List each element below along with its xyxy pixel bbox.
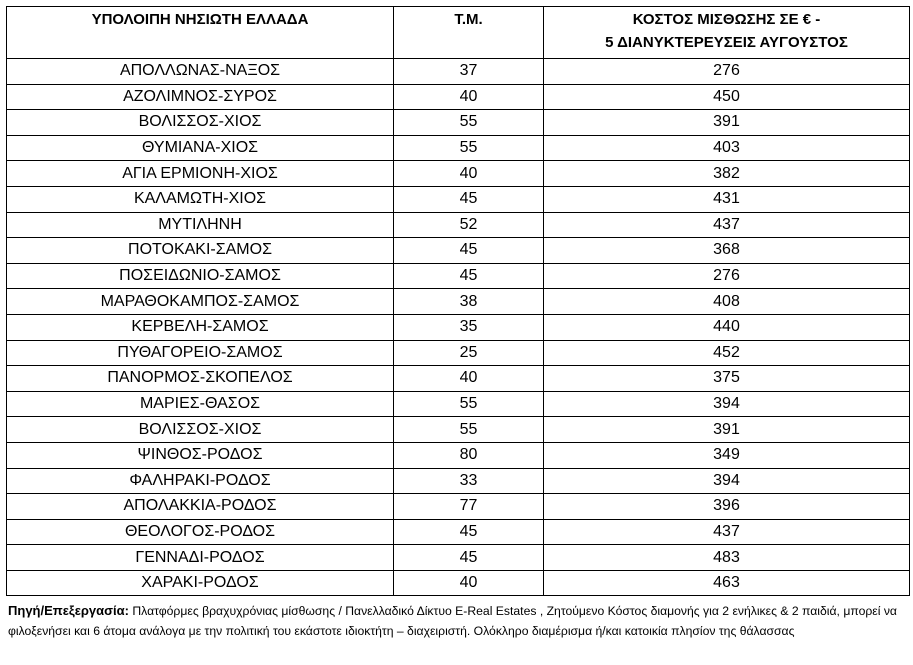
place-cell: ΜΑΡΑΘΟΚΑΜΠΟΣ-ΣΑΜΟΣ xyxy=(7,289,394,315)
cost-cell: 368 xyxy=(544,238,910,264)
table-body xyxy=(7,59,910,596)
sqm-cell: 33 xyxy=(394,468,544,494)
sqm-cell: 45 xyxy=(394,263,544,289)
place-cell: ΒΟΛΙΣΣΟΣ-ΧΙΟΣ xyxy=(7,417,394,443)
sqm-cell: 40 xyxy=(394,161,544,187)
sqm-cell: 45 xyxy=(394,545,544,571)
place-cell: ΠΥΘΑΓΟΡΕΙΟ-ΣΑΜΟΣ xyxy=(7,340,394,366)
footnote-text: Πλατφόρμες βραχυχρόνιας μίσθωσης / Πανελλαδικό Δίκτυο E-Real Estates , Ζητούμενο Κόστος διαμονής για 2 ενήλικες & 2 παιδιά, μπορεί να φιλοξενήσει και 6 άτομα ανάλογα με την πολιτική του εκάστοτε ιδιοκτήτη – διαχειριστή. Ολόκληρο διαμέρισμα ή/και κατοικία πλησίον της θάλασσας xyxy=(8,604,897,638)
table-row xyxy=(7,186,910,212)
cost-cell: 349 xyxy=(544,442,910,468)
table-row xyxy=(7,545,910,571)
place-cell: ΘΥΜΙΑΝΑ-ΧΙΟΣ xyxy=(7,135,394,161)
place-cell: ΠΟΣΕΙΔΩΝΙΟ-ΣΑΜΟΣ xyxy=(7,263,394,289)
cost-cell: 382 xyxy=(544,161,910,187)
table-row xyxy=(7,263,910,289)
place-cell: ΑΓΙΑ ΕΡΜΙΟΝΗ-ΧΙΟΣ xyxy=(7,161,394,187)
sqm-cell: 55 xyxy=(394,135,544,161)
table-row xyxy=(7,442,910,468)
place-cell: ΦΑΛΗΡΑΚΙ-ΡΟΔΟΣ xyxy=(7,468,394,494)
header-sqm: Τ.Μ. xyxy=(394,7,544,59)
sqm-cell: 37 xyxy=(394,59,544,85)
table-row xyxy=(7,391,910,417)
header-cost-line1: ΚΟΣΤΟΣ ΜΙΣΘΩΣΗΣ ΣΕ € - xyxy=(632,11,821,28)
place-cell: ΑΖΟΛΙΜΝΟΣ-ΣΥΡΟΣ xyxy=(7,84,394,110)
cost-cell: 450 xyxy=(544,84,910,110)
cost-cell: 452 xyxy=(544,340,910,366)
place-cell: ΚΕΡΒΕΛΗ-ΣΑΜΟΣ xyxy=(7,314,394,340)
sqm-cell: 77 xyxy=(394,494,544,520)
place-cell: ΨΙΝΘΟΣ-ΡΟΔΟΣ xyxy=(7,442,394,468)
cost-cell: 408 xyxy=(544,289,910,315)
header-cost xyxy=(544,7,910,59)
sqm-cell: 55 xyxy=(394,417,544,443)
cost-cell: 431 xyxy=(544,186,910,212)
table-row xyxy=(7,289,910,315)
table-row xyxy=(7,238,910,264)
sqm-cell: 55 xyxy=(394,110,544,136)
cost-cell: 375 xyxy=(544,366,910,392)
sqm-cell: 35 xyxy=(394,314,544,340)
sqm-cell: 45 xyxy=(394,519,544,545)
table-row xyxy=(7,110,910,136)
table-row xyxy=(7,366,910,392)
table-row xyxy=(7,468,910,494)
place-cell: ΓΕΝΝΑΔΙ-ΡΟΔΟΣ xyxy=(7,545,394,571)
cost-cell: 396 xyxy=(544,494,910,520)
sqm-cell: 80 xyxy=(394,442,544,468)
cost-cell: 276 xyxy=(544,59,910,85)
source-footnote xyxy=(8,601,908,641)
place-cell: ΜΑΡΙΕΣ-ΘΑΣΟΣ xyxy=(7,391,394,417)
cost-cell: 391 xyxy=(544,110,910,136)
header-cost-line2: 5 ΔΙΑΝΥΚΤΕΡΕΥΣΕΙΣ ΑΥΓΟΥΣΤΟΣ xyxy=(605,34,848,51)
place-cell: ΑΠΟΛΑΚΚΙΑ-ΡΟΔΟΣ xyxy=(7,494,394,520)
rental-cost-table xyxy=(6,6,910,596)
place-cell: ΠΟΤΟΚΑΚΙ-ΣΑΜΟΣ xyxy=(7,238,394,264)
cost-cell: 440 xyxy=(544,314,910,340)
cost-cell: 463 xyxy=(544,570,910,596)
place-cell: ΑΠΟΛΛΩΝΑΣ-ΝΑΞΟΣ xyxy=(7,59,394,85)
table-row xyxy=(7,59,910,85)
table-row xyxy=(7,84,910,110)
sqm-cell: 25 xyxy=(394,340,544,366)
cost-cell: 394 xyxy=(544,468,910,494)
place-cell: ΚΑΛΑΜΩΤΗ-ΧΙΟΣ xyxy=(7,186,394,212)
sqm-cell: 45 xyxy=(394,186,544,212)
table-row xyxy=(7,340,910,366)
cost-cell: 437 xyxy=(544,212,910,238)
place-cell: ΒΟΛΙΣΣΟΣ-ΧΙΟΣ xyxy=(7,110,394,136)
place-cell: ΘΕΟΛΟΓΟΣ-ΡΟΔΟΣ xyxy=(7,519,394,545)
table-row xyxy=(7,519,910,545)
table-row xyxy=(7,161,910,187)
header-region: ΥΠΟΛΟΙΠΗ ΝΗΣΙΩΤΗ ΕΛΛΑΔΑ xyxy=(7,7,394,59)
place-cell: ΜΥΤΙΛΗΝΗ xyxy=(7,212,394,238)
table-row xyxy=(7,212,910,238)
table-row xyxy=(7,135,910,161)
place-cell: ΠΑΝΟΡΜΟΣ-ΣΚΟΠΕΛΟΣ xyxy=(7,366,394,392)
table-row xyxy=(7,494,910,520)
cost-cell: 391 xyxy=(544,417,910,443)
sqm-cell: 45 xyxy=(394,238,544,264)
sqm-cell: 40 xyxy=(394,570,544,596)
table-row xyxy=(7,314,910,340)
sqm-cell: 38 xyxy=(394,289,544,315)
sqm-cell: 40 xyxy=(394,84,544,110)
cost-cell: 483 xyxy=(544,545,910,571)
cost-cell: 437 xyxy=(544,519,910,545)
table-row xyxy=(7,570,910,596)
cost-cell: 394 xyxy=(544,391,910,417)
sqm-cell: 52 xyxy=(394,212,544,238)
table-row xyxy=(7,417,910,443)
footnote-lead: Πηγή/Επεξεργασία: xyxy=(8,603,129,618)
place-cell: ΧΑΡΑΚΙ-ΡΟΔΟΣ xyxy=(7,570,394,596)
sqm-cell: 40 xyxy=(394,366,544,392)
cost-cell: 276 xyxy=(544,263,910,289)
cost-cell: 403 xyxy=(544,135,910,161)
sqm-cell: 55 xyxy=(394,391,544,417)
table-header-row xyxy=(7,7,910,59)
